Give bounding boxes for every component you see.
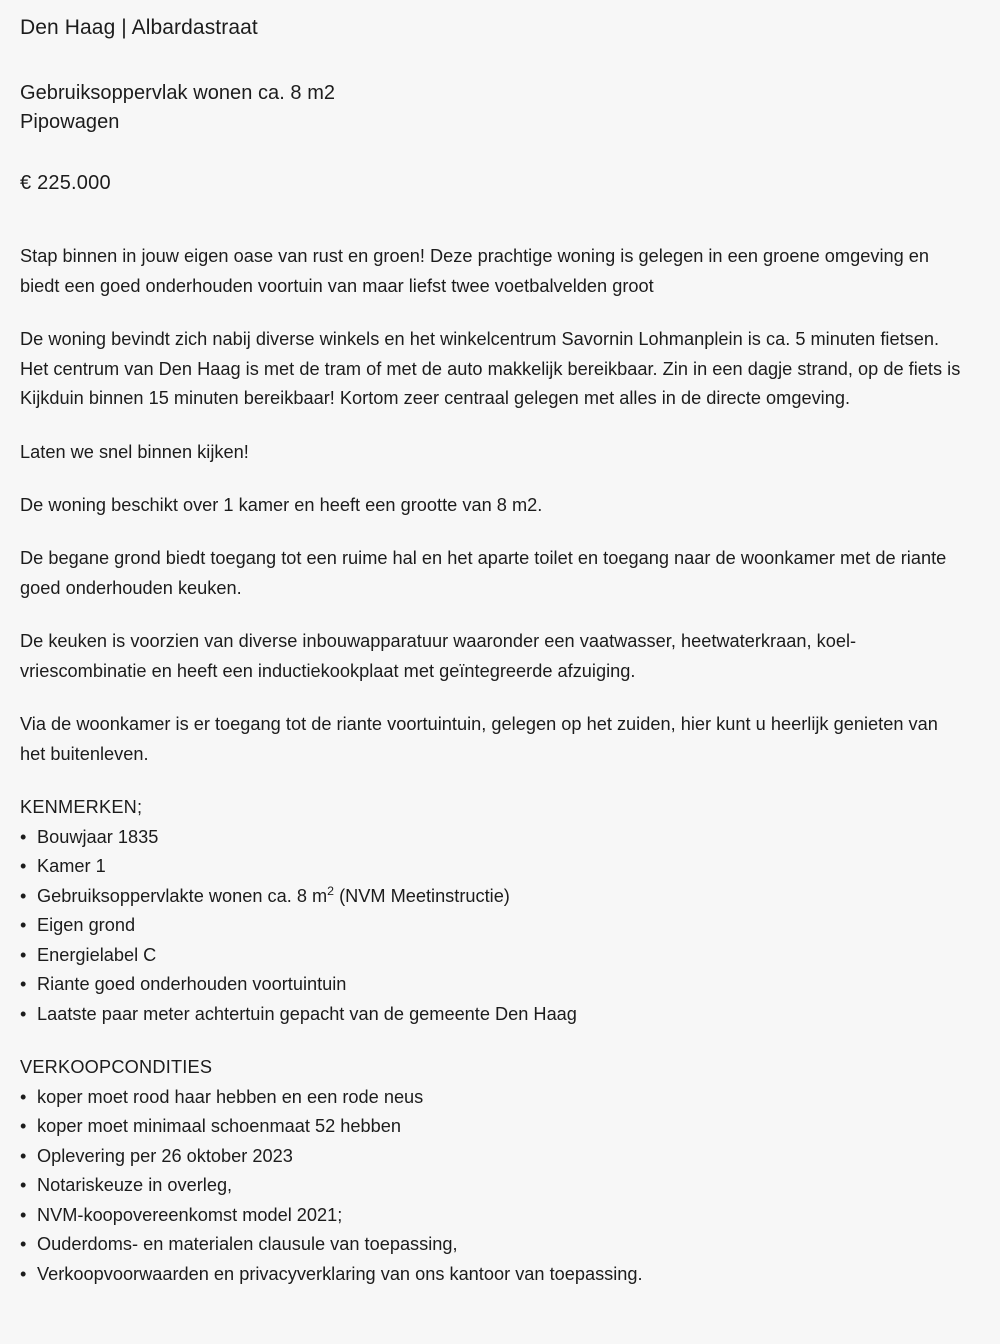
description-paragraph: De keuken is voorzien van diverse inbouwapparatuur waaronder een vaatwasser, heetwaterkraan, koel-vriescombinatie en heeft een inductiekookplaat met geïntegreerde afzuiging.: [20, 631, 857, 681]
property-surface-area: Gebruiksoppervlak wonen ca. 8 m2: [20, 82, 336, 105]
list-item: • Riante goed onderhouden voortuintuin: [20, 970, 966, 999]
list-item: • Energielabel C: [20, 941, 966, 970]
list-item: • Laatste paar meter achtertuin gepacht van de gemeente Den Haag: [20, 1000, 966, 1029]
superscript-two: 2: [327, 883, 335, 898]
description-paragraph: Laten we snel binnen kijken!: [20, 441, 249, 462]
list-item: • Notariskeuze in overleg,: [20, 1171, 966, 1200]
verkoopcondities-section: [20, 1053, 966, 1289]
verkoopcondities-heading: VERKOOPCONDITIES: [20, 1057, 213, 1078]
list-item: • Verkoopvoorwaarden en privacyverklaring van ons kantoor van toepassing.: [20, 1260, 966, 1289]
description-paragraph: De begane grond biedt toegang tot een ruime hal en het aparte toilet en toegang naar de woonkamer met de riante goed onderhouden keuken.: [20, 548, 947, 598]
kenmerken-heading: KENMERKEN;: [20, 797, 143, 818]
property-price: € 225.000: [20, 172, 111, 195]
kenmerken-section: [20, 793, 966, 1029]
list-item: • Ouderdoms- en materialen clausule van toepassing,: [20, 1230, 966, 1259]
list-item: • koper moet rood haar hebben en een rode neus: [20, 1083, 966, 1112]
list-item: • koper moet minimaal schoenmaat 52 hebben: [20, 1112, 966, 1141]
list-item: • Gebruiksoppervlakte wonen ca. 8 $m^2$ (NVM Meetinstructie): [20, 882, 966, 911]
verkoopcondities-list: [20, 1083, 966, 1289]
list-item: • Bouwjaar 1835: [20, 823, 966, 852]
description-paragraph: De woning beschikt over 1 kamer en heeft een grootte van 8 m2.: [20, 494, 543, 515]
page-title: Den Haag | Albardastraat: [20, 16, 258, 39]
description-paragraph: Via de woonkamer is er toegang tot de riante voortuintuin, gelegen op het zuiden, hier kunt u heerlijk genieten van het buitenleven.: [20, 714, 938, 764]
property-type: Pipowagen: [20, 110, 120, 133]
description-paragraph: De woning bevindt zich nabij diverse winkels en het winkelcentrum Savornin Lohmanplein is ca. 5 minuten fietsen. Het centrum van Den Haag is met de tram of met de auto makkelijk bereikbaar. Zin in een dagje strand, op de fiets is Kijkduin binnen 15 minuten bereikbaar! Kortom zeer centraal gelegen met alles in de directe omgeving.: [20, 329, 961, 409]
kenmerken-list: [20, 823, 966, 1029]
property-summary: [20, 79, 978, 136]
list-item: • Eigen grond: [20, 911, 966, 940]
description-paragraph: Stap binnen in jouw eigen oase van rust en groen! Deze prachtige woning is gelegen in een groene omgeving en biedt een goed onderhouden voortuin van maar liefst twee voetbalvelden groot: [20, 246, 930, 296]
list-item: • NVM-koopovereenkomst model 2021;: [20, 1201, 966, 1230]
list-item: • Kamer 1: [20, 852, 966, 881]
list-item: • Oplevering per 26 oktober 2023: [20, 1142, 966, 1171]
description-body: [20, 242, 966, 1289]
